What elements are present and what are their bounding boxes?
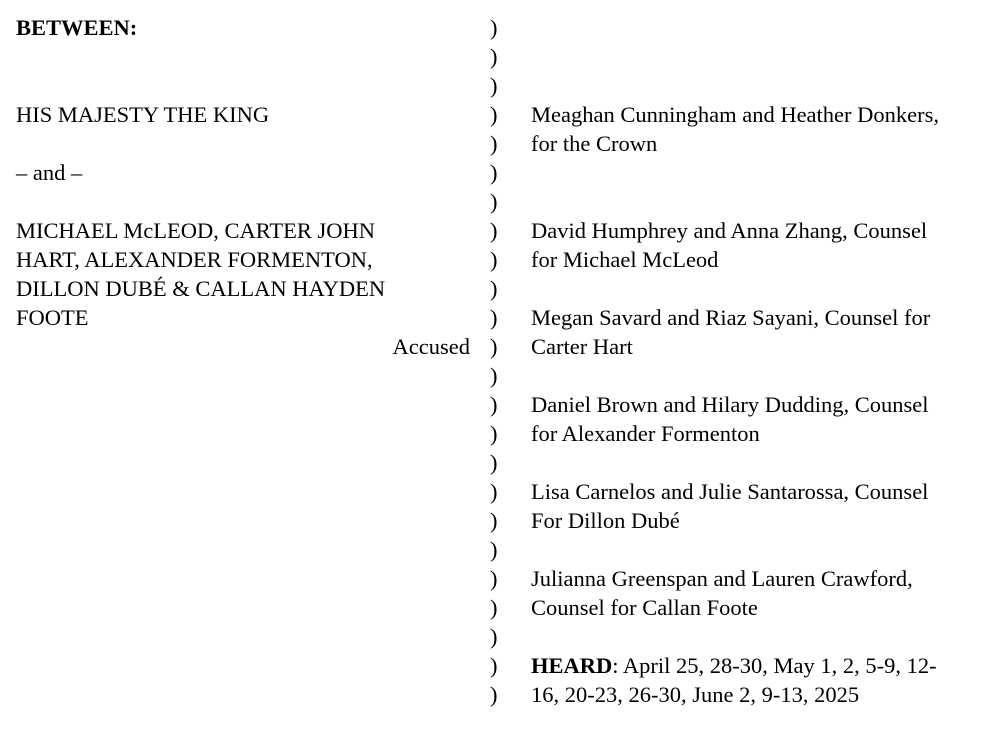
- bracket-glyph: ): [490, 595, 498, 620]
- heard-line-1: [531, 651, 937, 680]
- counsel-foote-line-1: Julianna Greenspan and Lauren Crawford,: [531, 566, 913, 591]
- bracket-glyph: ): [490, 189, 498, 214]
- bracket-glyph: ): [490, 392, 498, 417]
- bracket-glyph: ): [490, 305, 498, 330]
- bracket-glyph: ): [490, 334, 498, 359]
- heard-dates-1: : April 25, 28-30, May 1, 2, 5-9, 12-: [612, 653, 937, 678]
- counsel-hart-line-2: Carter Hart: [531, 334, 633, 359]
- between-label-text: BETWEEN:: [16, 15, 138, 40]
- counsel-formenton-line-1: Daniel Brown and Hilary Dudding, Counsel: [531, 392, 929, 417]
- counsel-dube-line-1: Lisa Carnelos and Julie Santarossa, Counsel: [531, 479, 929, 504]
- accused-label: Accused: [392, 334, 470, 359]
- bracket-glyph: ): [490, 566, 498, 591]
- counsel-hart-line-1: Megan Savard and Riaz Sayani, Counsel for: [531, 305, 931, 330]
- between-label: [16, 13, 137, 42]
- bracket-glyph: ): [490, 160, 498, 185]
- bracket-glyph: ): [490, 363, 498, 388]
- bracket-glyph: ): [490, 276, 498, 301]
- bracket-glyph: ): [490, 537, 498, 562]
- bracket-glyph: ): [490, 653, 498, 678]
- bracket-glyph: ): [490, 479, 498, 504]
- bracket-glyph: ): [490, 73, 498, 98]
- bracket-glyph: ): [490, 624, 498, 649]
- crown-party: HIS MAJESTY THE KING: [16, 102, 270, 127]
- counsel-formenton-line-2: for Alexander Formenton: [531, 421, 760, 446]
- counsel-mcleod-line-1: David Humphrey and Anna Zhang, Counsel: [531, 218, 928, 243]
- bracket-glyph: ): [490, 218, 498, 243]
- accused-line-4: FOOTE: [16, 305, 89, 330]
- bracket-glyph: ): [490, 131, 498, 156]
- bracket-glyph: ): [490, 421, 498, 446]
- counsel-mcleod-line-2: for Michael McLeod: [531, 247, 719, 272]
- counsel-foote-line-2: Counsel for Callan Foote: [531, 595, 758, 620]
- bracket-glyph: ): [490, 44, 498, 69]
- and-separator: – and –: [16, 160, 83, 185]
- counsel-crown-line-2: for the Crown: [531, 131, 658, 156]
- accused-line-3: DILLON DUBÉ & CALLAN HAYDEN: [16, 276, 386, 301]
- heard-label: HEARD: [531, 653, 613, 678]
- bracket-glyph: ): [490, 450, 498, 475]
- bracket-glyph: ): [490, 102, 498, 127]
- counsel-dube-line-2: For Dillon Dubé: [531, 508, 680, 533]
- heard-line-2: 16, 20-23, 26-30, June 2, 9-13, 2025: [531, 682, 860, 707]
- bracket-glyph: ): [490, 682, 498, 707]
- accused-line-1: MICHAEL McLEOD, CARTER JOHN: [16, 218, 376, 243]
- counsel-crown-line-1: Meaghan Cunningham and Heather Donkers,: [531, 102, 940, 127]
- accused-line-2: HART, ALEXANDER FORMENTON,: [16, 247, 373, 272]
- bracket-glyph: ): [490, 15, 498, 40]
- bracket-glyph: ): [490, 247, 498, 272]
- bracket-glyph: ): [490, 508, 498, 533]
